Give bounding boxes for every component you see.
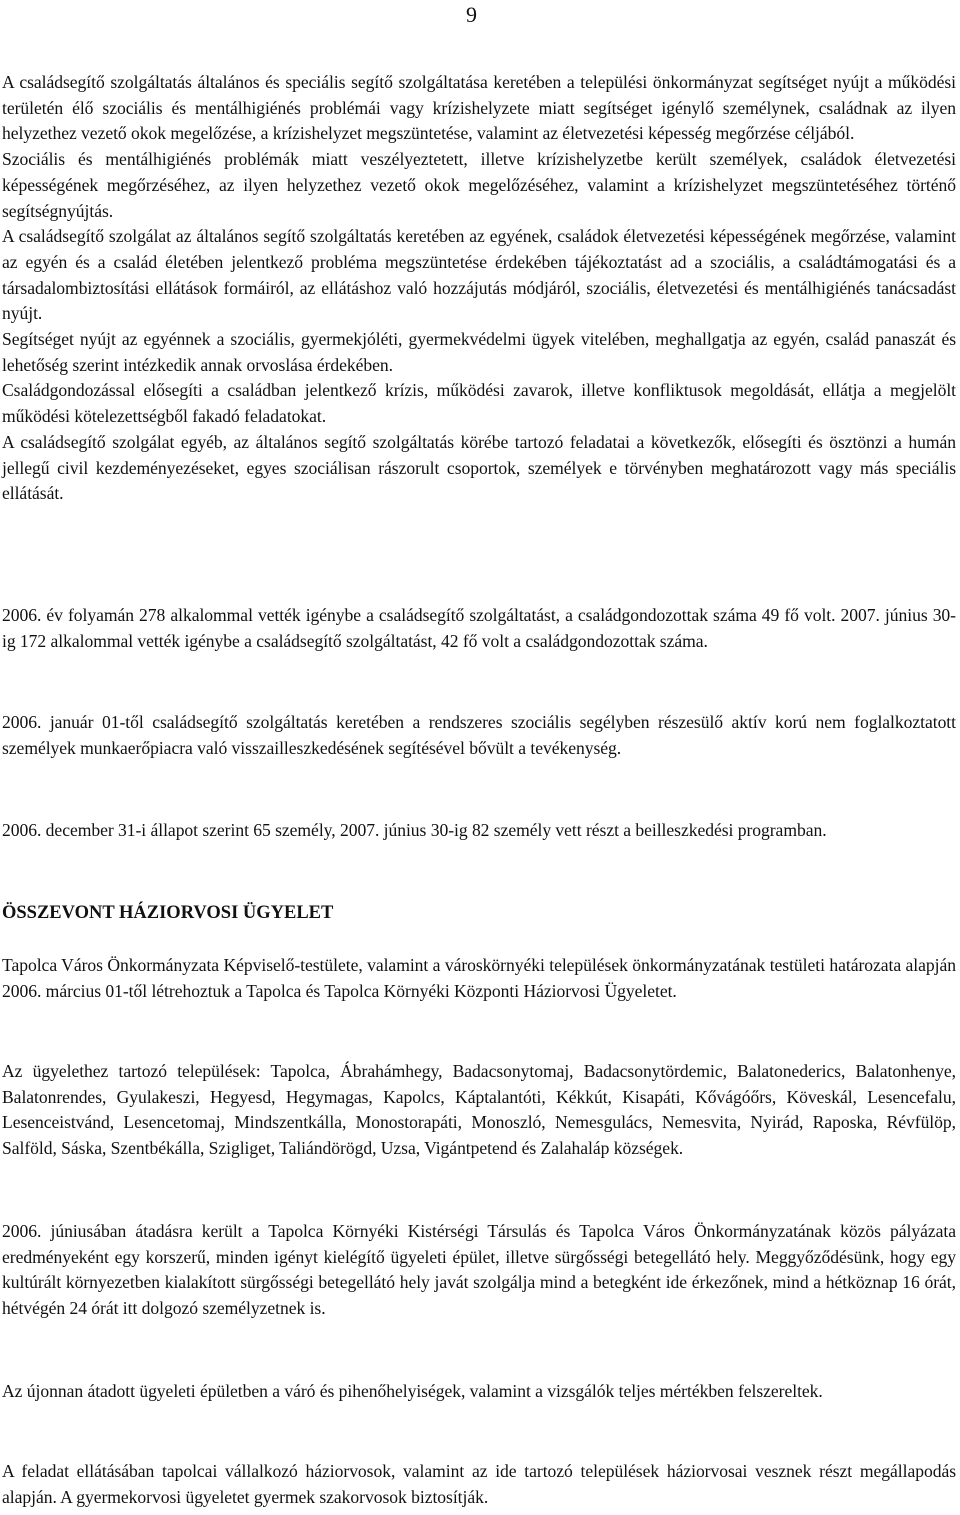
page-number: 9 <box>466 2 477 27</box>
section-paragraph-building: 2006. júniusában átadásra került a Tapolca Környéki Kistérségi Társulás és Tapolca Város Önkormányzatának közös pályázata eredményeként egy korszerű, minden igényt kielégítő ügyeleti épület, illetve sürgősségi betegellátó hely. Meggyőződésünk, hogy egy kultúrált környezetben kialakított sürgősségi betegellátó hely javát szolgálja mind a betegként ide érkezőnek, mind a hétköznap 16 órát, hétvégén 24 órát itt dolgozó személyzetnek is. <box>2 1221 956 1319</box>
expansion-paragraph: 2006. január 01-től családsegítő szolgáltatás keretében a rendszeres szociális segélyben részesülő aktív korú nem foglalkoztatott személyek munkaerőpiacra való visszailleszkedésének segítésével bővült a tevékenység. <box>2 712 956 758</box>
section-paragraph-founding: Tapolca Város Önkormányzata Képviselő-testülete, valamint a városkörnyéki települések önkormányzatának testületi határozata alapján 2006. március 01-től létrehoztuk a Tapolca és Tapolca Környéki Központi Háziorvosi Ügyeletet. <box>2 955 956 1001</box>
section-paragraph-staff: A feladat ellátásában tapolcai vállalkozó háziorvosok, valamint az ide tartozó települések háziorvosai vesznek részt megállapodás alapján. A gyermekorvosi ügyeletet gyermek szakorvosok biztosítják. <box>2 1461 956 1507</box>
stats-paragraph: 2006. év folyamán 278 alkalommal vették igénybe a családsegítő szolgáltatást, a családgondozottak száma 49 fő volt. 2007. június 30-ig 172 alkalommal vették igénybe a családsegítő szolgáltatást, 42 fő volt a családgondozottak száma. <box>2 605 956 651</box>
section-paragraph-equipment: Az újonnan átadott ügyeleti épületben a váró és pihenőhelyiségek, valamint a vizsgálók teljes mértékben felszereltek. <box>2 1381 823 1401</box>
section-heading: ÖSSZEVONT HÁZIORVOSI ÜGYELET <box>2 903 334 923</box>
intro-paragraph: Családgondozással elősegíti a családban jelentkező krízis, működési zavarok, illetve konfliktusok megoldását, ellátja a megjelölt működési kötelezettségből fakadó feladatokat. <box>2 380 956 427</box>
section-paragraph-settlements: Az ügyelethez tartozó települések: Tapolca, Ábrahámhegy, Badacsonytomaj, Badacsonytördemic, Balatonederics, Balatonhenye, Balatonrendes, Gyulakeszi, Hegyesd, Hegymagas, Kapolcs, Káptalantóti, Kékkút, Kisapáti, Kővágóőrs, Köveskál, Lesencefalu, Lesenceistvánd, Lesencetomaj, Mindszentkálla, Monostorapáti, Monoszló, Nemesgulács, Nemesvita, Nyirád, Raposka, Révfülöp, Salföld, Sáska, Szentbékálla, Szigliget, Taliándörögd, Uzsa, Vigántpetend és Zalahaláp községek. <box>2 1061 956 1159</box>
intro-paragraph: Segítséget nyújt az egyénnek a szociális, gyermekjóléti, gyermekvédelmi ügyek vitelében, meghallgatja az egyén, család panaszát és lehetőség szerint intézkedik annak orvoslása érdekében. <box>2 329 956 375</box>
intro-section <box>2 70 956 507</box>
intro-paragraph: A családsegítő szolgáltatás általános és speciális segítő szolgáltatása keretében a települési önkormányzat segítséget nyújt a működési területén élő szociális és mentálhigiénés problémái vagy krízishelyzete miatt segítséget igénylő személynek, családnak az ilyen helyzethez vezető okok megelőzése, a krízishelyzet megszüntetése, valamint az életvezetési képesség megőrzése céljából. <box>2 72 956 144</box>
program-paragraph: 2006. december 31-i állapot szerint 65 személy, 2007. június 30-ig 82 személy vett részt a beilleszkedési programban. <box>2 820 827 840</box>
intro-paragraph: A családsegítő szolgálat az általános segítő szolgáltatás keretében az egyének, családok életvezetési képességének megőrzése, valamint az egyén és a család életében jelentkező probléma megszüntetése érdekében tájékoztatást ad a szociális, a családtámogatási és a társadalombiztosítási ellátások formáiról, az ellátáshoz való hozzájutás módjáról, szociális, életvezetési és mentálhigiénés tanácsadást nyújt. <box>2 226 956 324</box>
intro-paragraph: Szociális és mentálhigiénés problémák miatt veszélyeztetett, illetve krízishelyzetbe került személyek, családok életvezetési képességének megőrzéséhez, az ilyen helyzethez vezető okok megelőzéséhez, valamint a krízishelyzet megszüntetéséhez történő segítségnyújtás. <box>2 149 956 221</box>
intro-paragraph: A családsegítő szolgálat egyéb, az általános segítő szolgáltatás körébe tartozó feladatai a következők, elősegíti és ösztönzi a humán jellegű civil kezdeményezéseket, egyes szociálisan rászorult csoportok, személyek e törvényben meghatározott vagy más speciális ellátását. <box>2 431 956 504</box>
